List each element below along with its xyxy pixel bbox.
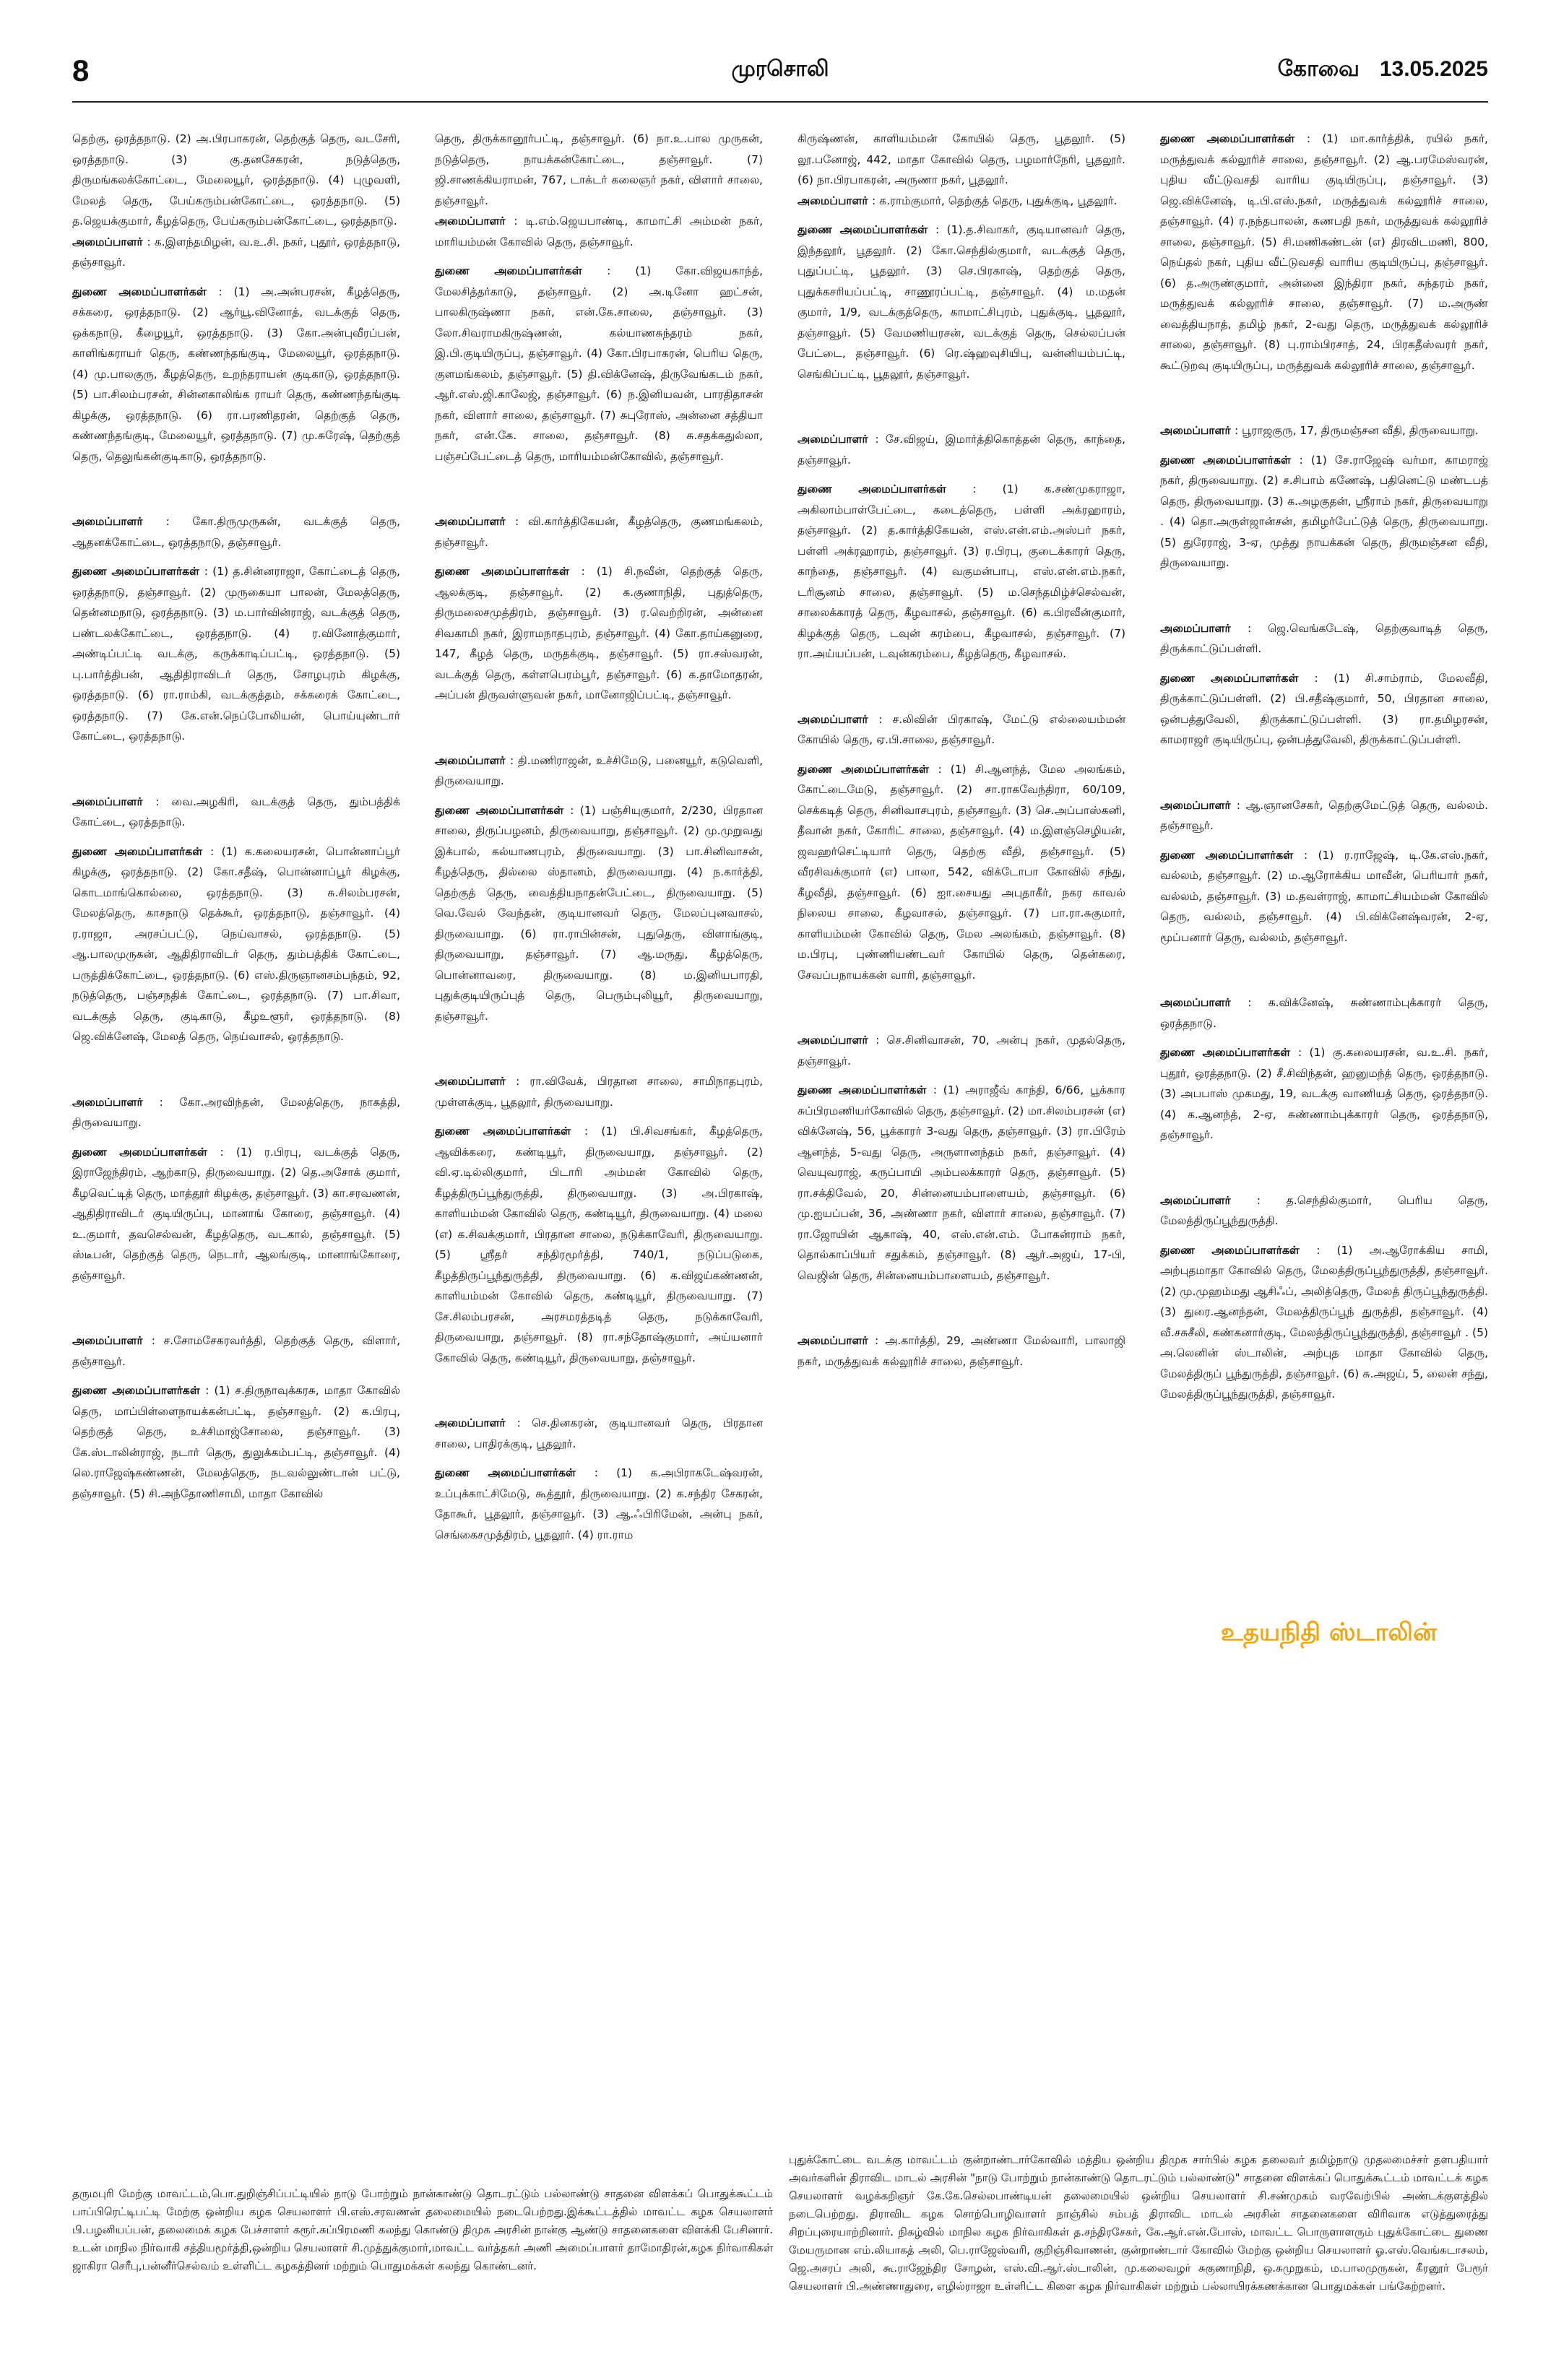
deputy-organizers-entry — [798, 479, 1125, 665]
field-label: அமைப்பாளர் — [798, 1334, 876, 1347]
field-text: : (1) க.கலையரசன், பொன்னாப்பூர் கிழக்கு, ஒரத்தநாடு. (2) கோ.சதீஷ், பொன்னாப்பூர் கிழக்கு, கொடமாங்கொல்லை, ஒரத்தநாடு. (3) சு.சிலம்பரசன், மேலத்தெரு, காசநாடு தெக்கூர், ஒரத்தநாடு, தஞ்சாவூர். (4) ர.ராஜா, அரசப்பட்டு, நெய்வாசல், ஒரத்தநாடு. (5) ஆ.பாலமுருகன், ஆதிதிராவிடர் தெரு, தும்பத்திக் கோட்டை, பருத்திக்கோட்டை, ஒரத்தநாடு. (6) எஸ்.திருஞானசம்பந்தம், 92, நடுத்தெரு, பஞ்சநதிக் கோட்டை, ஒரத்தநாடு. (7) பா.சிவா, வடக்குத் தெரு, குடிகாடு, கீழஉளூர், ஒரத்தநாடு. (8) ஜெ.விக்னேஷ், மேலத் தெரு, நெய்வாசல், ஒரத்தநாடு. — [72, 844, 400, 1043]
field-text: : (1) க.சண்முகராஜா, அகிலாம்பாள்பேட்டை, கடைத்தெரு, பள்ளி அக்ரஹாரம், தஞ்சாவூர். (2) த.கார்த்திகேயன், எஸ்.என்.எம்.அஸ்பர் நகர், பள்ளி அக்ரஹாரம், தஞ்சாவூர். (3) ர.பிரபு, குடைக்காரர் தெரு, காந்தை, தஞ்சாவூர். (4) வகுமன்பாபு, எஸ்.என்.எம்.நகர், டரிசூனம் சாலை, தஞ்சாவூர். (5) ம.செந்தமிழ்ச்செல்வன், சாலைக்காரத் தெரு, கீழவாசல், தஞ்சாவூர். (6) க.பிரவீன்குமார், கிழக்குத் தெரு, டவுன் கரம்பை, கீழவாசல், தஞ்சாவூர். (7) ரா.அய்யப்பன், டவுன்கரம்பை, கீழத்தெரு, கீழவாசல். — [798, 483, 1125, 660]
field-label: துணை அமைப்பாளர்கள் — [72, 565, 204, 578]
field-text: : (1) கோ.விஜயகாந்த், மேலசித்தர்காடு, தஞ்சாவூர். (2) அ.டினோ ஹட்சன், பாலகிருஷ்ணா நகர், என்.கே.சாலை, தஞ்சாவூர். (3) லோ.சிவராமகிருஷ்ணன், கல்யாணசுந்தரம் நகர், இ.பி.குடியிருப்பு, தஞ்சாவூர். (4) கோ.பிரபாகரன், பெரிய தெரு, குளமங்கலம், தஞ்சாவூர். (5) தி.விக்னேஷ், திருவேங்கடம் நகர், ஆர்.எஸ்.ஜி.காலேஜ், தஞ்சாவூர். (6) ந.இனியவன், பாரதிதாசன் நகர், விளார் சாலை, தஞ்சாவூர். (7) சுபுரோஸ், அன்னை சத்தியா நகர், என்.கே. சாலை, தஞ்சாவூர். (8) சு.சதக்கதுல்லா, பஞ்சப்பேட்டைத் தெரு, மாரியம்மன்கோவில், தஞ்சாவூர். — [435, 264, 763, 463]
field-text: : (1) அ.அன்பரசன், கீழத்தெரு, சக்கரை, ஒரத்தநாடு. (2) ஆர்யூ.வினோத், வடக்குத் தெரு, ஒக்கநாடு, கீழையூர், ஒரத்தநாடு. (3) கோ.அன்புவீரப்பன், காளிங்கராயர் தெரு, கண்ணந்தங்குடி, மேலையூர், ஒரத்தநாடு. (4) மு.பாலகுரு, கீழத்தெரு, உறந்தராயன் குடிகாடு, ஒரத்தநாடு. (5) பா.சிலம்பரசன், சின்னகாலிங்க ராயர் தெரு, கண்ணந்தங்குடி கிழக்கு, ஒரத்தநாடு. (6) ரா.பரணிதரன், தெற்குத் தெரு, கண்ணந்தங்குடி, மேலையூர், ஒரத்தநாடு. (7) மு.சுரேஷ், தெற்குத் தெரு, தெலுங்கன்குடிகாடு, ஒரத்தநாடு. — [72, 285, 400, 463]
field-label: அமைப்பாளர் — [798, 194, 873, 207]
organizer-entry — [72, 1092, 400, 1133]
deputy-organizers-entry — [435, 261, 763, 467]
deputy-organizers-entry — [435, 1121, 763, 1368]
field-text: : (1) சி.ஆனந்த், மேல அலங்கம், கோட்டைமேடு, தஞ்சாவூர். (2) சா.ராகவேந்திரா, 60/109, செக்கடித் தெரு, சினிவாசபுரம், தஞ்சாவூர். (3) செ.அப்பாஸ்கனி, தீவான் நகர், கோரிட் சாலை, தஞ்சாவூர். (4) ம.இளஞ்செழியன், ஜவஹர்செட்டியார் தெரு, தெற்கு வீதி, தஞ்சாவூர். (5) வீரசிவக்குமார் (எ) பாலா, 542, விக்டோபா கோவில் சந்து, கீழவீதி, தஞ்சாவூர். (6) ஐா.சையது அபுதாகீர், நகர காவல் நிலைய சாலை, கீழவாசல், தஞ்சாவூர். (7) பா.ரா.சுகுமார், காளியம்மன் கோவில் தெரு, மேல அலங்கம், தஞ்சாவூர். (8) ம.பிரபு, புண்ணியண்டவர் கோயில் தெரு, தென்கரை, சேவப்பநாயக்கன் வாரி, தஞ்சாவூர். — [798, 762, 1125, 982]
deputy-organizers-entry — [72, 1142, 400, 1286]
field-label: துணை அமைப்பாளர்கள் — [72, 1145, 220, 1159]
field-label: அமைப்பாளர் — [72, 515, 166, 528]
organizer-entry — [435, 211, 763, 252]
organizer-entry — [798, 1330, 1125, 1372]
field-text: : (1) சே.ராஜேஷ் வர்மா, காமராஜ் நகர், திருவையாறு. (2) ச.சிபாம் கணேஷ், பதினெட்டு மண்டபத் தெரு, திருவையாறு. (3) க.அழகுதன், ஸ்ரீராம் நகர், திருவையாறு . (4) தொ.அருள்ஜான்சன், தமிழர்பேட்டுத் தெரு, திருவையாறு. (5) துரேராஜ், 3-ஏ, முத்து நாயக்கன் தெரு, திருமஞ்சன வீதி, திருவையாறு. — [1160, 453, 1488, 569]
field-label: துணை அமைப்பாளர்கள் — [435, 565, 582, 578]
column-3 — [798, 129, 1125, 1891]
field-text: : கோ.அரவிந்தன், மேலத்தெரு, நாகத்தி, திருவையாறு. — [72, 1095, 400, 1129]
field-label: அமைப்பாளர் — [435, 515, 515, 528]
appointment-block — [1160, 618, 1488, 750]
field-label: துணை அமைப்பாளர்கள் — [798, 223, 935, 236]
organizer-entry — [72, 1330, 400, 1372]
organizer-entry — [798, 191, 1125, 212]
appointment-block — [72, 1092, 400, 1286]
field-text: : (1) அ.ஆரோக்கிய சாமி, அற்புதமாதா கோவில் தெரு, மேலத்திருப்பூந்துருத்தி, தஞ்சாவூர். (2) மு.முஹம்மது ஆசிஃப், அலித்தெரு, மேலத் திருப்பூந்துருத்தி. (3) துரை.ஆனந்தன், மேலத்திருப்பூந் துருத்தி, தஞ்சாவூர். (4) வீ.சசுசீலி, கண்கனார்குடி, மேலத்திருப்பூந்துருத்தி, தஞ்சாவூர் . (5) அ.லெனின் ஸ்டாலின், அற்புத மாதா கோவில் தெரு, மேலத்திருப் பூந்துருத்தி, தஞ்சாவூர். (6) சு.அஜய், 5, லைன் சந்து, மேலத்திருப்பூந்துருத்தி, தஞ்சாவூர். — [1160, 1243, 1488, 1401]
deputy-organizers-entry — [1160, 450, 1488, 574]
field-text: : (1) ர.ராஜேஷ், டி.கே.எஸ்.நகர், வல்லம், தஞ்சாவூர். (2) ம.ஆரோக்கிய மாவீன், பெரியார் நகர், வல்லம், தஞ்சாவூர். (3) ம.தவள்ராஜ், காமாட்சியம்மன் கோவில் தெரு, வல்லம், தஞ்சாவூர். (4) பி.விக்னேஷ்வரன், 2-ஏ, மூப்பனார் தெரு, வல்லம், தஞ்சாவூர். — [1160, 848, 1488, 944]
field-label: துணை அமைப்பாளர்கள் — [72, 285, 219, 298]
field-text: : ரா.விவேக், பிரதான சாலை, சாமிநாதபுரம், முள்ளக்குடி, பூதலூர், திருவையாறு. — [435, 1075, 763, 1109]
field-text: : டி.எம்.ஜெயபாண்டி, காமாட்சி அம்மன் நகர், மாரியம்மன் கோவில் தெரு, தஞ்சாவூர். — [435, 215, 763, 248]
field-text: : (1) சி.சாம்ராம், மேலவீதி, திருக்காட்டுப்பள்ளி. (2) பி.சதீஷ்குமார், 50, பிரதான சாலை, ஒன்பத்துவேலி, திருக்காட்டுப்பள்ளி. (3) ரா.தமிழரசன், காமராஜர் குடியிருப்பு, ஒன்பத்துவேலி, திருக்காட்டுப்பள்ளி. — [1160, 671, 1488, 746]
field-label: துணை அமைப்பாளர்கள் — [798, 762, 938, 776]
column-2 — [435, 129, 763, 1891]
field-text: : வி.கார்த்திகேயன், கீழத்தெரு, குணமங்கலம், தஞ்சாவூர். — [435, 515, 763, 549]
field-label: அமைப்பாளர் — [435, 1075, 517, 1088]
deputy-organizers-entry — [798, 759, 1125, 986]
deputy-organizers-entry — [72, 841, 400, 1047]
header-rule — [72, 101, 1488, 103]
continued-text — [72, 129, 400, 232]
organizer-entry — [798, 709, 1125, 750]
deputy-organizers-entry — [72, 1380, 400, 1504]
deputy-organizers-entry — [1160, 668, 1488, 750]
field-label: துணை அமைப்பாளர்கள் — [1160, 1243, 1317, 1257]
deputy-organizers-entry — [435, 1463, 763, 1545]
field-label: அமைப்பாளர் — [1160, 798, 1237, 812]
field-text: : ச.லிவின் பிரகாஷ், மேட்டு எல்லையம்மன் கோயில் தெரு, ஏ.பி.சாலை, தஞ்சாவூர். — [798, 712, 1125, 746]
field-label: அமைப்பாளர் — [72, 795, 156, 808]
field-text: : சே.விஜய், இமார்த்திகொத்தன் தெரு, காந்தை, தஞ்சாவூர். — [798, 433, 1125, 467]
field-label: துணை அமைப்பாளர்கள் — [1160, 1046, 1298, 1059]
field-text: : செ.தினகரன், குடியானவர் தெரு, பிரதான சாலை, பாதிரக்குடி, பூதலூர். — [435, 1416, 763, 1450]
organizer-entry — [72, 511, 400, 553]
field-label: அமைப்பாளர் — [72, 1095, 160, 1109]
appointment-block — [72, 792, 400, 1047]
field-label: அமைப்பாளர் — [435, 1416, 517, 1429]
organizer-entry — [798, 429, 1125, 470]
field-label: துணை அமைப்பாளர்கள் — [435, 1466, 595, 1479]
organizer-entry — [798, 1030, 1125, 1071]
signature: உதயநிதி ஸ்டாலின் — [1221, 1618, 1437, 1647]
organizer-entry — [72, 232, 400, 273]
page-number: 8 — [72, 53, 90, 87]
field-text: : (1) க.அபிராகடேஷ்வரன், உப்புக்காட்சிமேடு, கூத்தூர், திருவையாறு. (2) க.சந்திர சேகரன், தோகூர், பூதலூர், தஞ்சாவூர். (3) ஆ.ஃபிரிமேன், அன்பு நகர், செங்கைசமுத்திரம், பூதலூர். (4) ரா.ராம — [435, 1466, 763, 1541]
appointment-block — [72, 511, 400, 747]
field-label: துணை அமைப்பாளர்கள் — [1160, 671, 1315, 685]
organizer-entry — [1160, 795, 1488, 836]
deputy-organizers-entry — [798, 220, 1125, 384]
field-text: : க.விக்னேஷ், சுண்ணாம்புக்காரர் தெரு, ஒரத்தநாடு. — [1160, 996, 1488, 1030]
field-text: : க.ராம்குமார், தெற்குத் தெரு, புதுக்குடி, பூதலூர். — [872, 194, 1118, 207]
appointment-block — [798, 1030, 1125, 1286]
continued-text — [798, 129, 1125, 191]
field-label: துணை அமைப்பாளர்கள் — [798, 1083, 933, 1096]
field-label: அமைப்பாளர் — [435, 753, 510, 767]
field-text: : செ.சினிவாசன், 70, அன்பு நகர், முதல்தெரு, தஞ்சாவூர். — [798, 1034, 1125, 1068]
column-1 — [72, 129, 400, 1891]
organizer-entry — [1160, 992, 1488, 1034]
field-label: அமைப்பாளர் — [1160, 424, 1235, 437]
field-label: துணை அமைப்பாளர்கள் — [72, 1384, 206, 1397]
deputy-organizers-entry — [1160, 845, 1488, 948]
field-text: : (1) சி.நவீன், தெற்குத் தெரு, ஆலக்குடி, தஞ்சாவூர். (2) க.குணாநிதி, புதுத்தெரு, திருமலைசமுத்திரம், தஞ்சாவூர். (3) ர.வெற்றிரன், அன்னை சிவகாமி நகர், இராமநாதபுரம், தஞ்சாவூர். (4) கோ.தாய்கனுரை, 147, கீழத் தெரு, மருதக்குடி, தஞ்சாவூர். (5) ரா.சஸ்வரன், வடக்குத் தெரு, கள்ளபெரம்பூர், தஞ்சாவூர். (6) க.தாமோதரன், அப்பன் திருவள்ளுவன் நகர், மானோஜிப்பட்டி, தஞ்சாவூர். — [435, 565, 763, 701]
field-label: துணை அமைப்பாளர்கள் — [435, 803, 571, 817]
field-label: துணை அமைப்பாளர்கள் — [72, 844, 211, 858]
organizer-entry — [435, 1071, 763, 1112]
appointment-block — [435, 211, 763, 467]
field-text: : (1) த.சின்னராஜா, கோட்டைத் தெரு, ஒரத்தநாடு, தஞ்சாவூர். (2) முருகையா பாலன், மேலத்தெரு, தென்னமநாடு, ஒரத்தநாடு. (3) ம.பார்வின்ராஜ், வடக்குத் தெரு, பண்டலக்கோட்டை, ஒரத்தநாடு. (4) ர.வினோத்குமார், அண்டிப்பட்டி வடக்கு, கருக்காடிப்பட்டி, ஒரத்தநாடு. (5) பு.பார்த்திபன், ஆதிதிராவிடர் தெரு, சோழபுரம் கிழக்கு, ஒரத்தநாடு. (6) ரா.ராம்கி, வடக்குத்தம், சக்கரைக் கோட்டை, ஒரத்தநாடு. (7) கே.என்.நெப்போலியன், பொய்யுண்டார் கோட்டை, ஒரத்தநாடு. — [72, 565, 400, 743]
field-label: அமைப்பாளர் — [1160, 996, 1248, 1009]
field-text: : பூராஜகுரு, 17, திருமஞ்சன வீதி, திருவையாறு. — [1235, 424, 1479, 437]
field-label: துணை அமைப்பாளர்கள் — [798, 483, 973, 496]
deputy-organizers-entry — [1160, 1042, 1488, 1146]
field-text: : க.இளந்தமிழன், வ.உ.சி. நகர், புதூர், ஒரத்தநாடு, தஞ்சாவூர். — [72, 235, 400, 269]
field-label: அமைப்பாளர் — [798, 712, 879, 726]
appointment-block — [798, 191, 1125, 385]
field-text: : வை.அழகிரி, வடக்குத் தெரு, தும்பத்திக் கோட்டை, ஒரத்தநாடு. — [72, 795, 400, 828]
organizer-entry — [435, 750, 763, 792]
deputy-organizers-entry — [1160, 1240, 1488, 1405]
deputy-organizers-entry — [435, 561, 763, 706]
field-text: : ஆ.ஞானசேகர், தெற்குமேட்டுத் தெரு, வல்லம். தஞ்சாவூர். — [1160, 798, 1488, 832]
appointment-block — [72, 232, 400, 467]
photo-caption-right: புதுக்கோட்டை வடக்கு மாவட்டம் குன்றாண்டார்கோவில் மத்திய ஒன்றிய திமுக சார்பில் கழக தலைவர் தமிழ்நாடு முதலமைச்சர் தளபதியார் அவர்களின் திராவிட மாடல் அரசின் "நாடு போற்றும் நான்காண்டு தொடரட்டும் பல்லாண்டு" சாதனை விளக்கப் பொதுக்கூட்டம் மாவட்டக் கழக செயலாளர் வழக்கறிஞர் கே.கே.செல்லபாண்டியன் தலைமையில் ஒன்றிய செயலாளர் சி.சண்முகம் வரவேற்பில் அண்டக்குளத்தில் நடைபெற்றது. திராவிட கழக சொற்பொழிவாளர் நாஞ்சில் சம்பத் திராவிட மாடல் அரசின் சாதனைகளை விரிவாக எடுத்துரைத்து சிறப்புரையாற்றினார். நிகழ்வில் மாநில கழக நிர்வாகிகள் த.சந்திரசேகர், கே.ஆர்.என்.போஸ், மாவட்ட பொருளாளரும் புதுக்கோட்டை துணை மேயருமான எம்.லியாகத் அலி, பெ.ராஜேஸ்வரி, குறிஞ்சிவாணன், குன்றாண்டார் கோவில் மேற்கு ஒன்றிய செயலாளர் ஓ.எஸ்.வெங்கடாசலம், ஜெ.அசரப் அலி, கூ.ராஜேந்திர சோழன், எஸ்.வி.ஆர்.ஸ்டாலின், மு.கலைவழர் சுகுணாநிதி, ஒ.சுமுறுகம், ம.பாலமுருகன், கீரனூர் பேரூர் செயலாளர் பி.அண்ணாதுரை, எழில்ராஜா உள்ளிட்ட கிளை கழக நிர்வாகிகள் மற்றும் பல்லாயிரக்கணக்கான பொதுமக்கள் பங்கேற்றனர். — [789, 2153, 1488, 2293]
appointment-block — [1160, 1190, 1488, 1405]
field-text: கிருஷ்ணன், காளியம்மன் கோயில் தெரு, பூதலூர். (5) லூ.பனோஜ், 442, மாதா கோவில் தெரு, பழமார்நேரி, பூதலூர். (6) நா.பிரபாகரன், அருணா நகர், பூதலூர். — [798, 132, 1125, 186]
field-text: : (1) மா.கார்த்திக், ரயில் நகர், மருத்துவக் கல்லூரிச் சாலை, தஞ்சாவூர். (2) ஆ.பரமேஸ்வரன், புதிய வீட்டுவசதி வாரிய குடியிருப்பு, தஞ்சாவூர். (3) ஜெ.விக்னேஷ், டி.பி.எஸ்.நகர், மருத்துவக் கல்லூரிச் சாலை, தஞ்சாவூர். (4) ர.நந்தபாலன், கணபதி நகர், மருத்துவக் கல்லூரிச் சாலை, தஞ்சாவூர். (5) சி.மணிகண்டன் (எ) திரவிடமணி, 800, நெய்தல் நகர், புதிய வீட்டுவசதி வாரிய குடியிருப்பு, தஞ்சாவூர். (6) த.அருண்குமார், அன்னை இந்திரா நகர், சுந்தரம் நகர், மருத்துவக் கல்லூரிச் சாலை, தஞ்சாவூர். (7) ம.அருண் வைத்தியநாத், தமிழ் நகர், 2-வது தெரு, மருத்துவக் கல்லூரிச் சாலை, தஞ்சாவூர். (8) பு.ராம்பிரசாத், 24, பிரகதீஸ்வரர் நகர், கூட்டுறவு குடியிருப்பு, மருத்துவக் கல்லூரிச் சாலை, தஞ்சாவூர். — [1160, 132, 1488, 372]
appointment-block — [72, 1330, 400, 1504]
deputy-organizers-entry — [72, 561, 400, 747]
field-text: : (1) பி.சிவசங்கர், கீழத்தெரு, ஆவிக்கரை, கண்டியூர், திருவையாறு, தஞ்சாவூர். (2) வி.ஏ.டில்லிகுமார், பிடாரி அம்மன் கோவில் தெரு, கீழத்திருப்பூந்துருத்தி, திருவையாறு. (3) அ.பிரகாஷ், காளியம்மன் கோவில் தெரு, கண்டியூர், திருவையாறு. (4) மலை (எ) க.சிவக்குமார், பிரதான சாலை, நடுக்காவேரி, திருவையாறு. (5) ஸ்ரீதர் சந்திரமூர்த்தி, 740/1, நடுப்படுகை, கீழத்திருப்பூந்துருத்தி, திருவையாறு. (6) க.விஜய்கண்ணன், காளியம்மன் கோவில் தெரு, கண்டியூர், திருவையாறு. (7) சே.சிலம்பரசன், அரசமரத்தடித் தெரு, நடுக்காவேரி, திருவையாறு, தஞ்சாவூர். (8) ரா.சந்தோஷ்குமார், அய்யனார் கோவில் தெரு, கண்டியூர், திருவையாறு, தஞ்சாவூர். — [435, 1125, 763, 1364]
field-text: : அ.கார்த்தி, 29, அண்ணா மேல்வாரி, பாலாஜி நகர், மருத்துவக் கல்லூரிச் சாலை, தஞ்சாவூர். — [798, 1334, 1125, 1368]
appointment-block — [435, 750, 763, 1027]
organizer-entry — [435, 511, 763, 553]
field-label: துணை அமைப்பாளர்கள் — [1160, 132, 1307, 145]
appointment-block — [798, 709, 1125, 986]
field-label: துணை அமைப்பாளர்கள் — [1160, 453, 1300, 467]
edition-city: கோவை — [1277, 56, 1360, 82]
field-text: : த.செந்தில்குமார், பெரிய தெரு, மேலத்திருப்பூந்துருத்தி. — [1160, 1193, 1488, 1227]
appointment-block — [435, 1413, 763, 1545]
field-label: அமைப்பாளர் — [798, 433, 876, 446]
appointment-block — [435, 511, 763, 706]
organizer-entry — [1160, 420, 1488, 441]
masthead — [72, 52, 1488, 92]
organizer-entry — [435, 1413, 763, 1454]
field-label: அமைப்பாளர் — [435, 215, 514, 228]
field-label: துணை அமைப்பாளர்கள் — [1160, 848, 1304, 862]
edition-date: 13.05.2025 — [1379, 57, 1488, 81]
organizer-entry — [1160, 1190, 1488, 1232]
deputy-organizers-entry — [798, 1080, 1125, 1286]
field-text: : ஜெ.வெங்கடேஷ், தெற்குவாடித் தெரு, திருக்காட்டுப்பள்ளி. — [1160, 621, 1488, 655]
deputy-organizers-entry — [435, 800, 763, 1027]
appointment-block — [1160, 992, 1488, 1146]
appointment-block — [798, 1330, 1125, 1372]
field-text: தெரு, திருக்கானூர்பட்டி, தஞ்சாவூர். (6) நா.உ.பால முருகன், நடுத்தெரு, நாயக்கன்கோட்டை, தஞ்சாவூர். (7) ஜி.சாணக்கியராமன், 767, டாக்டர் கலைஞர் நகர், விளார் சாலை, தஞ்சாவூர். — [435, 132, 763, 207]
organizer-entry — [1160, 618, 1488, 659]
photo-caption-left: தருமபுரி மேற்கு மாவட்டம்,பொ.துறிஞ்சிப்பட்டியில் நாடு போற்றும் நான்காண்டு தொடரட்டும் பல்லாண்டு சாதனை விளக்கப் பொதுக்கூட்டம் பாப்பிரெட்டிபட்டி மேற்கு ஒன்றிய கழக செயலாளர் பி.எஸ்.சரவணன் தலைமையில் நடைபெற்றது.இக்கூட்டத்தில் மாவட்ட கழக செயலாளர் பி.பழனியப்பன், தலைமைக் கழக பேச்சாளர் கரூர்.சுப்பிரமணி கலந்து கொண்டு திமுக அரசின் நான்கு ஆண்டு சாதனைகளை விளக்கி பேசினார். உடன் மாநில நிர்வாகி சத்தியமூர்த்தி,ஒன்றிய செயலாளர் சி.முத்துக்குமார்,மாவட்ட வர்த்தகர் அணி அமைப்பாளர் தாமோதிரன்,கழக நிர்வாகிகள் ஜாகிரா செரீபு,பன்னீர்செல்வம் உள்ளிட்ட கழகத்தினர் மற்றும் பொதுமக்கள் கலந்து கொண்டனர். — [72, 2187, 773, 2272]
field-text: தெற்கு, ஒரத்தநாடு. (2) அ.பிரபாகரன், தெற்குத் தெரு, வடசேரி, ஒரத்தநாடு. (3) கு.தனசேகரன், நடுத்தெரு, திருமங்கலக்கோட்டை, மேலையூர், ஒரத்தநாடு. (4) புழுவளி, மேலத் தெரு, பேய்கரும்பன்கோட்டை, ஒரத்தநாடு. (5) த.ஜெயக்குமார், கீழத்தெரு, பேய்கரும்பன்கோட்டை, ஒரத்தநாடு. — [72, 132, 400, 228]
deputy-organizers-entry — [72, 282, 400, 467]
field-label: அமைப்பாளர் — [1160, 1193, 1257, 1207]
field-label: துணை அமைப்பாளர்கள் — [435, 1125, 584, 1138]
organizer-entry — [72, 792, 400, 833]
continued-text — [435, 129, 763, 211]
appointment-block — [435, 1071, 763, 1368]
appointment-block — [1160, 420, 1488, 574]
field-text: : தி.மணிராஜன், உச்சிமேடு, பனையூர், கடுவெளி, திருவையாறு. — [435, 753, 763, 787]
field-text: : (1) ச.திருநாவுக்கரசு, மாதா கோவில் தெரு, மாப்பிள்ளைநாயக்கன்பட்டி, தஞ்சாவூர். (2) க.பிரபு, தெற்குத் தெரு, உச்சிமாஜ்சோலை, தஞ்சாவூர். (3) கே.ஸ்டாலின்ராஜ், நடார் தெரு, துலுக்கம்பட்டி, தஞ்சாவூர். (4) லெ.ராஜேஷ்கண்ணன், மேலத்தெரு, நடவல்லுண்டான் பட்டு, தஞ்சாவூர். (5) சி.அந்தோணிசாமி, மாதா கோவில் — [72, 1384, 400, 1500]
field-label: அமைப்பாளர் — [798, 1034, 876, 1047]
edition-info — [1278, 56, 1488, 85]
field-text: : கோ.திருமுருகன், வடக்குத் தெரு, ஆதனக்கோட்டை, ஒரத்தநாடு, தஞ்சாவூர். — [72, 515, 400, 549]
field-label: அமைப்பாளர் — [72, 235, 147, 248]
newspaper-title: முரசொலி — [731, 56, 829, 82]
field-text: : (1) அராஜீவ் காந்தி, 6/66, பூக்கார சுப்பிரமணியர்கோவில் தெரு, தஞ்சாவூர். (2) மா.சிலம்பரசன் (எ) விக்னேஷ், 56, பூக்காரர் 3-வது தெரு, தஞ்சாவூர். (3) ரா.பிரேம் ஆனந்த், 5-வது தெரு, அருளானந்தம் நகர், தஞ்சாவூர். (4) வெயுவராஜ், கருப்பாயி அம்பலக்காரர் தெரு, தஞ்சாவூர். (5) ரா.சக்திவேல், 20, சின்னையம்பாளையம், தஞ்சாவூர். (6) மு.ஐயப்பன், 36, அண்ணா நகர், விளார் சாலை, தஞ்சாவூர். (7) ரா.ஜோயின் ஆகாஷ், 40, எஸ்.என்.எம். போகன்ராம் நகர், தொல்காப்பியர் சதுக்கம், தஞ்சாவூர். (8) ஆர்.அஜய், 17-பி, வெஜின் தெரு, சின்னையம்பாளையம், தஞ்சாவூர். — [798, 1083, 1125, 1282]
field-text: : ச.சோமசேகரவர்த்தி, தெற்குத் தெரு, விளார், தஞ்சாவூர். — [72, 1334, 400, 1368]
field-text: : (1).த.சிவாகர், குடியானவர் தெரு, இந்தலூர், பூதலூர். (2) கோ.செந்தில்குமார், வடக்குத் தெரு, புதுப்பட்டி, பூதலூர். (3) செ.பிரகாஷ், தெற்குத் தெரு, புதுக்கசரியப்பட்டி, சாணூரப்பட்டி, தஞ்சாவூர். (4) ம.மதன் குமார், 1/9, வடக்குத்தெரு, காமாட்சிபுரம், புதுக்குடி, பூதலூர், தஞ்சாவூர். (5) வேமணியரசன், வடக்குத் தெரு, செல்லப்பன் பேட்டை, தஞ்சாவூர். (6) ரெ.ஷ்ஹவுசியிபு, வன்னியம்பட்டி, செங்கிப்பட்டி, பூதலூர், தஞ்சாவூர். — [798, 223, 1125, 381]
field-text: : (1) ர.பிரபு, வடக்குத் தெரு, இராஜேந்திரம், ஆற்காடு, திருவையாறு. (2) தெ.அசோக் குமார், கீழவெட்டித் தெரு, மாத்தூர் கிழக்கு, தஞ்சாவூர். (3) கா.சரவணன், ஆதிதிராவிடர் குடியிருப்பு, மானாங் கோரை, தஞ்சாவூர். (4) உ.குமார், தவசெல்வன், கீழத்தெரு, வடகால், தஞ்சாவூர். (5) ஸ்டீபன், தெற்குத் தெரு, நெடார், ஆலங்குடி, மானாங்கோரை, தஞ்சாவூர். — [72, 1145, 400, 1282]
field-text: : (1) கு.கலையரசன், வ.உ.சி. நகர், புதூர், ஒரத்தநாடு. (2) சீ.சிவிந்தன், ஹனுமந்த் தெரு, ஒரத்தநாடு. (3) அபபாஸ் முகமது, 19, வடக்கு வாணியத் தெரு, ஒரத்தநாடு. (4) க.ஆனந்த், 2-ஏ, சுண்ணாம்புக்காரர் தெரு, ஒரத்தநாடு, தஞ்சாவூர். — [1160, 1046, 1488, 1141]
field-text: : (1) பஞ்சியுகுமார், 2/230, பிரதான சாலை, திருப்பழனம், திருவையாறு, தஞ்சாவூர். (2) மு.முறுவது இக்பால், கல்யாணபுரம், திருவையாறு. (3) பா.சினிவாசன், கீழத்தெரு, தில்லை ஸ்தானம், திருவையாறு. (4) ந.கார்த்தி, தெற்குத் தெரு, வைத்தியநாதன்பேட்டை, திருவையாறு. (5) வெ.வேல் வேந்தன், குடியானவர் தெரு, மேலப்புனவாசல், திருவையாறு. (6) ரா.ராபின்சன், புதுதெரு, விளாங்குடி, திருவையாறு, தஞ்சாவூர். (7) ஆ.மருது, கீழத்தெரு, பொன்னாவரை, திருவையாறு. (8) ம.இனியபாரதி, புதுக்குடியிருப்புத் தெரு, பெரும்புலியூர், திருவையாறு, தஞ்சாவூர். — [435, 803, 763, 1023]
appointment-block — [798, 429, 1125, 665]
appointment-block — [1160, 795, 1488, 948]
appointment-block — [1160, 129, 1488, 376]
deputy-organizers-entry — [1160, 129, 1488, 376]
field-label: துணை அமைப்பாளர்கள் — [435, 264, 608, 277]
field-label: அமைப்பாளர் — [1160, 621, 1248, 635]
field-label: அமைப்பாளர் — [72, 1334, 152, 1347]
